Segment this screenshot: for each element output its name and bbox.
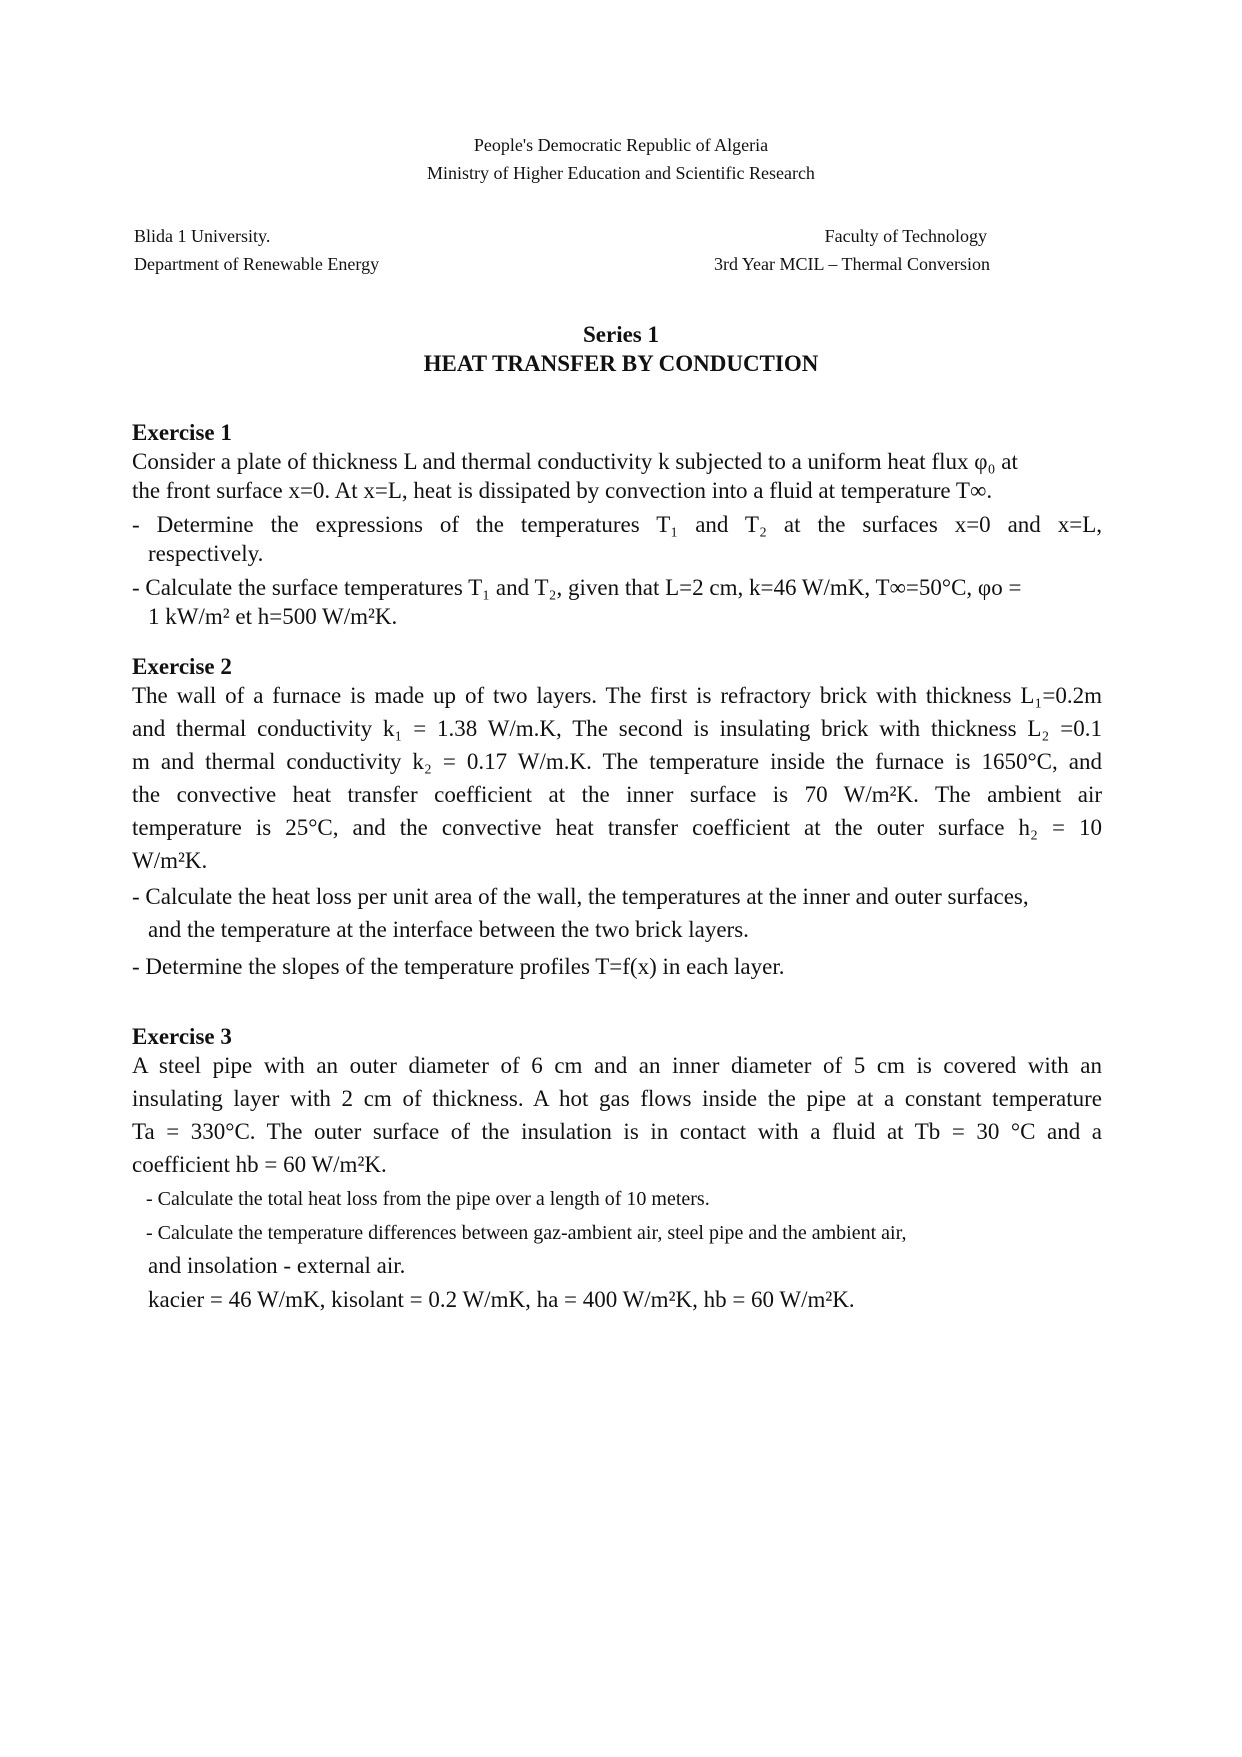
exercise-1-question-1: - Determine the expressions of the temperatures T₁ and T₂ at the surfaces x=0 and x=L, [132,512,1102,537]
exercise-3-line-3: Ta = 330°C. The outer surface of the insulation is in contact with a fluid at Tb = 30 °C and a [132,1119,1102,1144]
exercise-2-line-2: and thermal conductivity k₁ = 1.38 W/m.K, The second is insulating brick with thickness L₂ =0.1 [132,716,1102,741]
exercise-1-question-2: - Calculate the surface temperatures T₁ and T₂, given that L=2 cm, k=46 W/mK, T∞=50°C, φo = [132,575,1022,600]
exercise-3-line-4: coefficient hb = 60 W/m²K. [132,1152,387,1177]
exercise-1-title: Exercise 1 [132,420,232,445]
exercise-2-question-2: - Determine the slopes of the temperature profiles T=f(x) in each layer. [132,954,785,979]
exercise-1-line-1: Consider a plate of thickness L and thermal conductivity k subjected to a uniform heat flux φ₀ at [132,449,1018,474]
exercise-2-line-6: W/m²K. [132,848,208,873]
header-program: 3rd Year MCIL – Thermal Conversion [714,254,990,274]
header-country: People's Democratic Republic of Algeria [473,135,769,155]
exercise-2-title: Exercise 2 [132,654,232,679]
subject-title: HEAT TRANSFER BY CONDUCTION [423,351,819,376]
exercise-1-question-1-cont: respectively. [148,541,264,566]
exercise-3-line-1: A steel pipe with an outer diameter of 6 cm and an inner diameter of 5 cm is covered with an [132,1053,1102,1078]
exercise-3-line-2: insulating layer with 2 cm of thickness. A hot gas flows inside the pipe at a constant temperature [132,1086,1102,1111]
header-ministry: Ministry of Higher Education and Scientific Research [427,163,815,183]
exercise-2-line-5: temperature is 25°C, and the convective heat transfer coefficient at the outer surface h₂ = 10 [132,815,1102,840]
header-faculty: Faculty of Technology [824,226,987,246]
exercise-1-line-2: the front surface x=0. At x=L, heat is dissipated by convection into a fluid at temperature T∞. [132,478,993,503]
header-department: Department of Renewable Energy [134,254,380,274]
exercise-3-title: Exercise 3 [132,1024,232,1049]
exercise-3-question-2: - Calculate the temperature differences between gaz-ambient air, steel pipe and the ambient air, [146,1222,907,1244]
exercise-3-question-2-cont: and insolation - external air. [148,1253,406,1278]
exercise-2-line-1: The wall of a furnace is made up of two layers. The first is refractory brick with thickness L₁=0.2m [132,683,1102,708]
exercise-2-line-3: m and thermal conductivity k₂ = 0.17 W/m.K. The temperature inside the furnace is 1650°C, and [132,749,1102,774]
exercise-3-parameters: kacier = 46 W/mK, kisolant = 0.2 W/mK, ha = 400 W/m²K, hb = 60 W/m²K. [148,1287,855,1312]
header-university: Blida 1 University. [134,226,271,246]
exercise-2-line-4: the convective heat transfer coefficient at the inner surface is 70 W/m²K. The ambient air [132,782,1102,807]
exercise-1-question-2-cont: 1 kW/m² et h=500 W/m²K. [148,604,398,629]
exercise-2-question-1-cont: and the temperature at the interface between the two brick layers. [148,917,749,942]
exercise-3-question-1: - Calculate the total heat loss from the pipe over a length of 10 meters. [146,1188,710,1210]
series-title: Series 1 [582,322,659,347]
exercise-2-question-1: - Calculate the heat loss per unit area of the wall, the temperatures at the inner and outer surfaces, [132,884,1029,909]
